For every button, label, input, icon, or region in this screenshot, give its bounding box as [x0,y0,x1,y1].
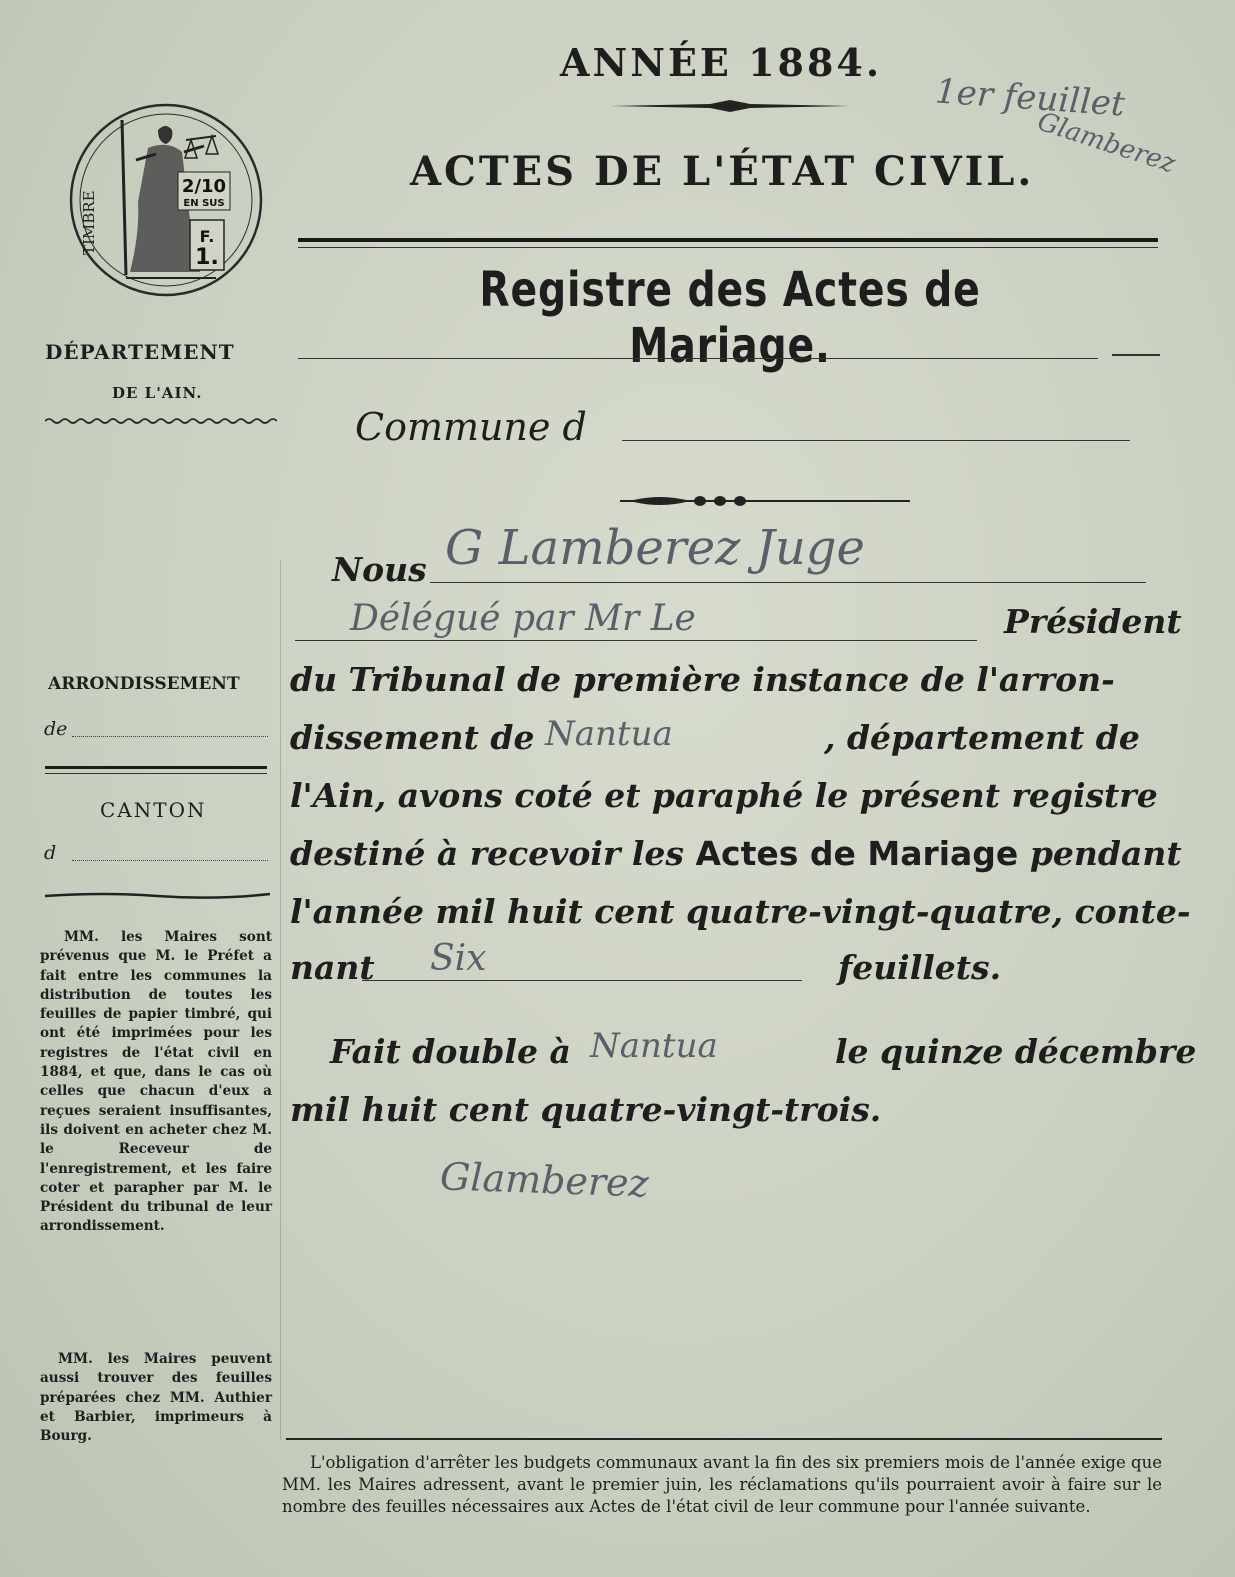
stamp-value-bottom: 1. [195,245,219,270]
arrondissement-label: ARRONDISSEMENT [48,674,240,694]
departement-name: DE L'AIN. [112,384,203,402]
hand-six: Six [430,938,487,979]
line3-b: , département de [824,718,1140,757]
arrondissement-de: de [44,718,68,740]
hand-nantua-1: Nantua [545,714,673,754]
sidebar-ornament-icon [45,888,270,904]
footer-rule [286,1438,1162,1440]
hand-name: G Lamberez Juge [445,520,865,576]
stamp-ensus: EN SUS [183,198,225,209]
ornament-divider-2-icon [620,492,910,510]
ornament-divider-icon [610,98,850,114]
body-line-9: mil huit cent quatre-vingt-trois. [290,1090,882,1129]
timbre-stamp-icon [66,100,266,300]
nous-line [430,582,1146,583]
wavy-divider-icon [45,416,277,426]
body-line-6: l'année mil huit cent quatre-vingt-quatre, conte- [290,892,1191,931]
subtitle-rule-end [1112,354,1160,356]
delegue-line [295,640,977,641]
commune-line [622,440,1130,441]
six-line [362,980,802,981]
canton-d: d [44,842,57,864]
body-line-2: du Tribunal de première instance de l'arron- [290,660,1115,699]
register-subtitle: Registre des Actes de Mariage. [479,262,981,374]
sidebar-note-1: MM. les Maires sont prévenus que M. le Préfet a fait entre les communes la distribution de toutes les feuilles de papier timbré, qui ont été imprimées pour les registres de l'état civil en 1884, et que, dans le cas où celles que chacun d'eux a reçues seraient insuffisantes, ils doivent en acheter chez M. le Receveur de l'enregistrement, et les faire coter et parapher par M. le Président du tribunal de leur arrondissement. [40,929,272,1235]
body-line-7 [290,948,1170,987]
column-separator [280,560,281,1440]
register-year: ANNÉE 1884. [560,40,883,85]
register-title: ACTES DE L'ÉTAT CIVIL. [410,148,1035,195]
departement-label: DÉPARTEMENT [45,340,235,364]
stamp-label: TIMBRE [80,190,98,255]
line8-b: le quinze décembre [835,1032,1197,1071]
stamp-value-top: F. [199,227,215,246]
hand-nantua-2: Nantua [590,1026,718,1066]
subtitle-rule [298,358,1098,359]
header-thick-rule [298,238,1158,242]
hand-delegue: Délégué par Mr Le [350,598,696,639]
arrondissement-line [72,736,268,737]
line8-a: Fait double à [330,1032,571,1071]
president-word: Président [1004,602,1182,641]
line7-a: nant [290,948,375,987]
margin-note-1: 1er feuillet [933,71,1126,125]
sidebar-thick-rule [45,766,267,769]
signature: Glamberez [439,1154,650,1206]
line5-a: destiné à recevoir les [290,834,684,873]
body-line-5 [290,834,1182,873]
canton-line [72,860,268,861]
sidebar-note-2: MM. les Maires peuvent aussi trouver des feuilles préparées chez MM. Authier et Barbier, imprimeurs à Bourg. [40,1351,272,1445]
line5-c: pendant [1029,834,1182,873]
line7-b: feuillets. [838,948,1002,987]
stamp-fraction: 2/10 [181,176,227,197]
line3-a: dissement de [290,718,535,757]
nous-label: Nous [332,550,427,589]
sidebar-thin-rule [45,773,267,774]
footer-note: L'obligation d'arrêter les budgets communaux avant la fin des six premiers mois de l'année exige que MM. les Maires adressent, avant le premier juin, les réclamations qu'ils pourraient avoir à faire sur le nombre des feuilles nécessaires aux Actes de l'état civil de leur commune pour l'année suivante. [282,1453,1162,1516]
line5-b: Actes de Mariage [695,834,1019,873]
body-line-4: l'Ain, avons coté et paraphé le présent registre [290,776,1158,815]
commune-label: Commune d [355,405,587,449]
header-thin-rule [298,247,1158,248]
margin-note-2: Glamberez [1033,106,1179,180]
canton-label: CANTON [100,798,207,822]
